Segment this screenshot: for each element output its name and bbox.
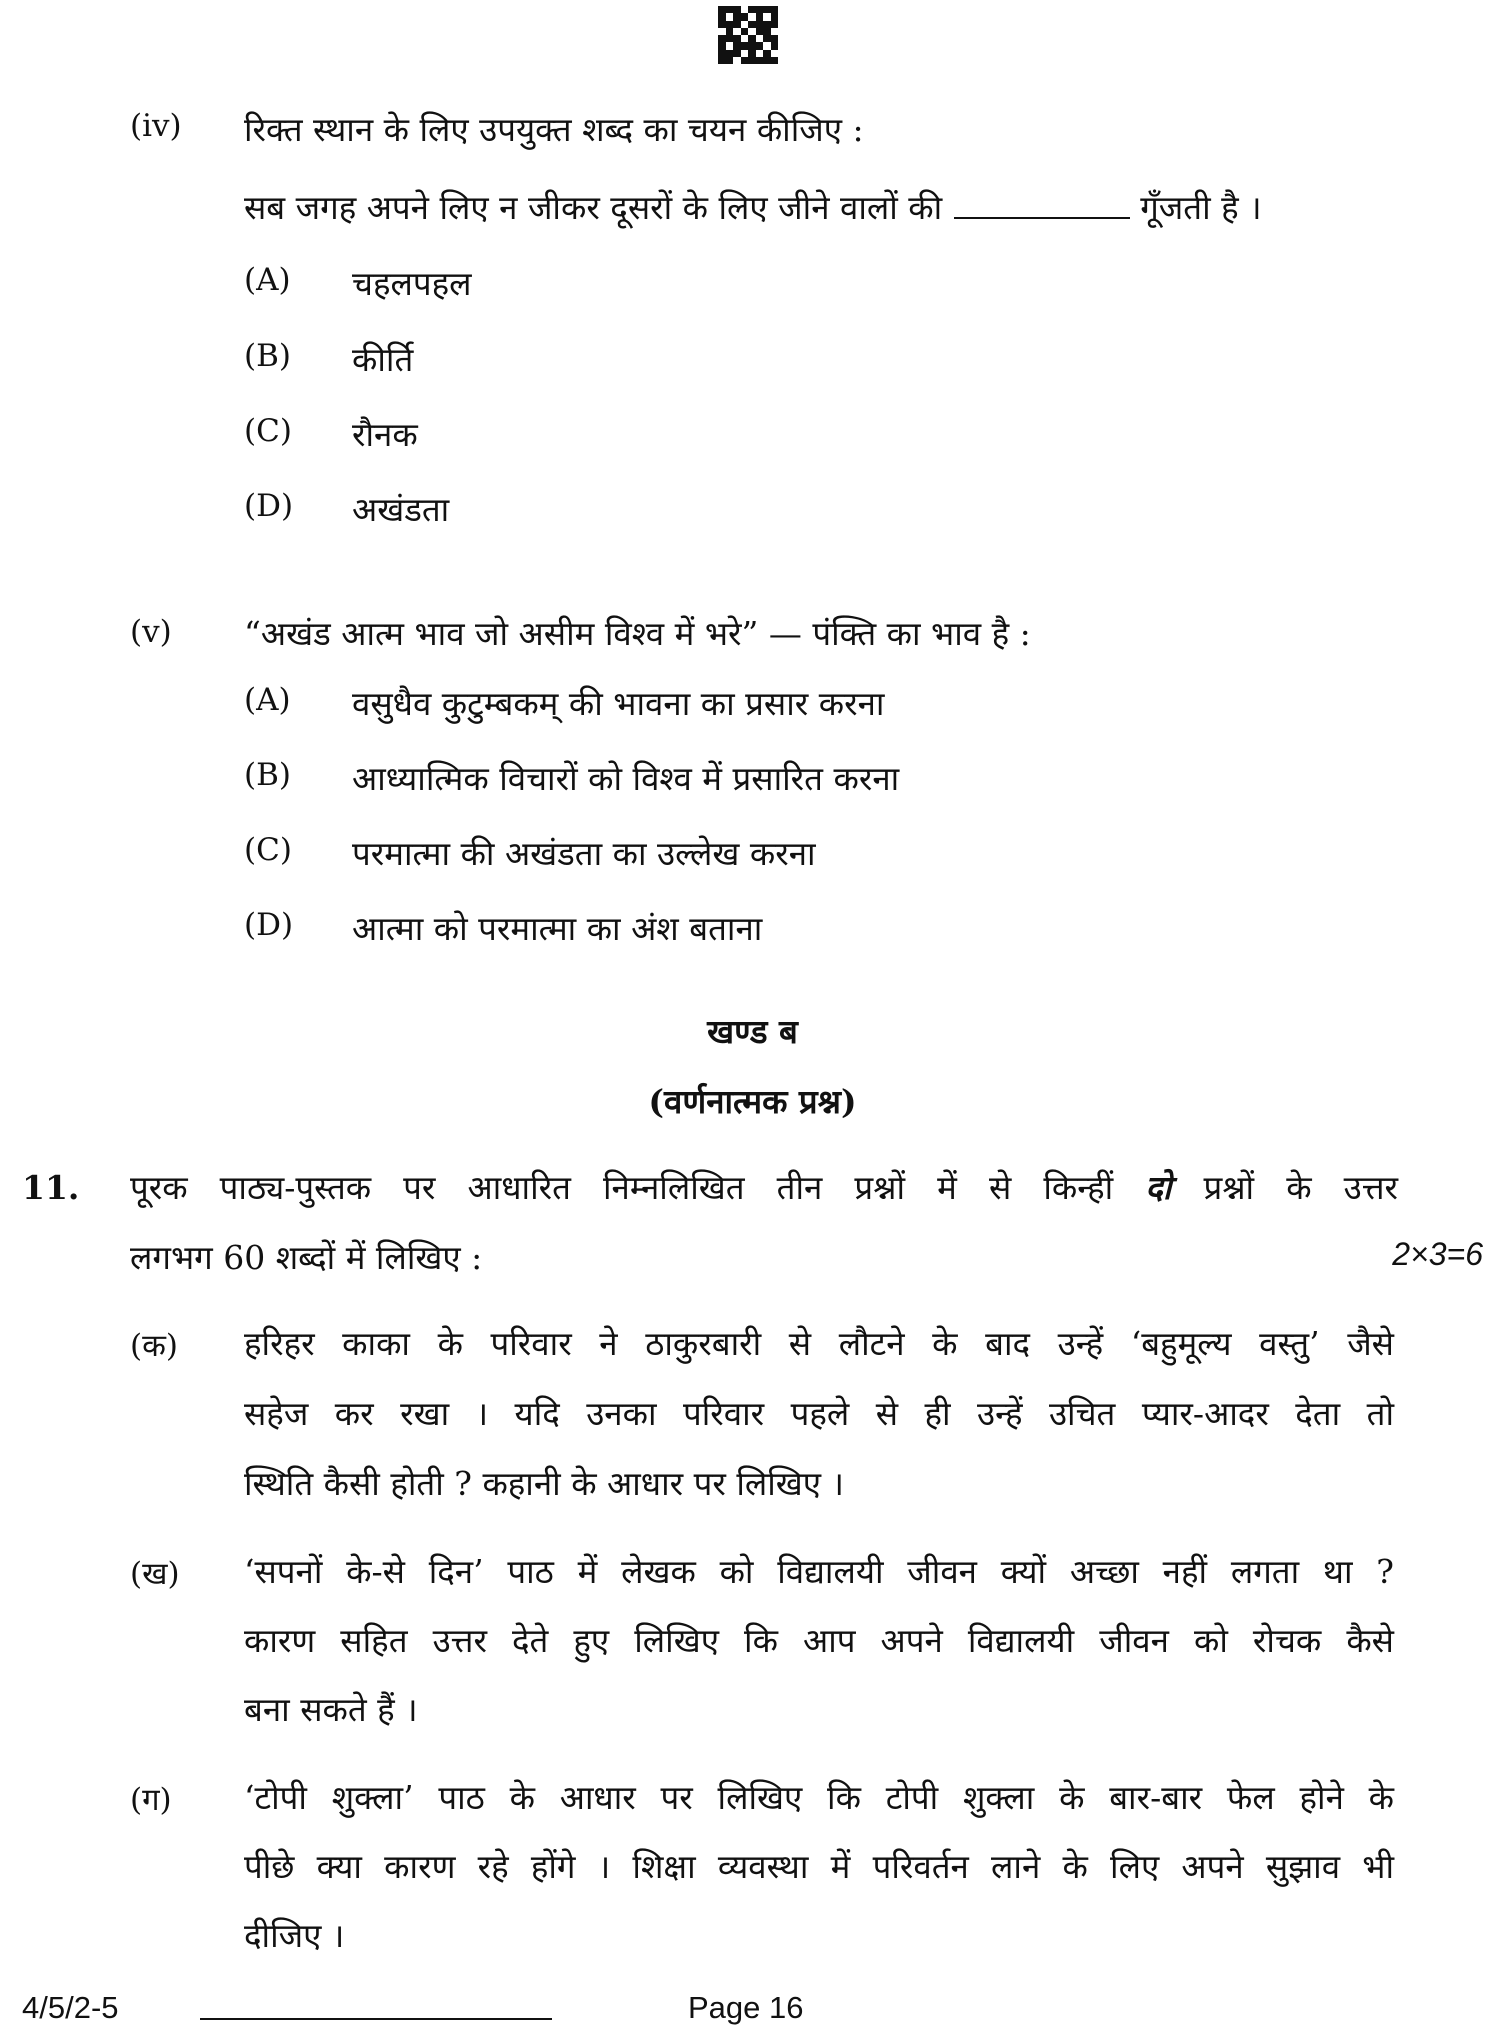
part-line: ‘सपनों के-से दिन’ पाठ में लेखक को विद्यालयी जीवन क्यों अच्छा नहीं लगता था ? [244,1552,1394,1591]
page-number: Page 16 [688,1990,804,2025]
part-line: हरिहर काका के परिवार ने ठाकुरबारी से लौटने के बाद उन्हें ‘बहुमूल्य वस्तु’ जैसे [244,1324,1394,1363]
option-text: रौनक [352,415,418,454]
option-label: (C) [244,413,292,449]
option-text: वसुधैव कुटुम्बकम् की भावना का प्रसार करना [352,684,885,723]
option-label: (D) [244,488,294,524]
option-label: (B) [244,338,291,374]
q11-emphasis: दो [1145,1168,1172,1207]
part-label: (ख) [130,1556,180,1592]
sentence-end: गूँजती है । [1140,188,1262,227]
question-iv-text: रिक्त स्थान के लिए उपयुक्त शब्द का चयन कीजिए : [244,110,864,149]
part-line: स्थिति कैसी होती ? कहानी के आधार पर लिखिए । [244,1464,845,1503]
option-text: आत्मा को परमात्मा का अंश बताना [352,909,763,948]
question-11-line-2: लगभग 60 शब्दों में लिखिए : [130,1238,483,1277]
option-text: कीर्ति [352,340,414,379]
question-iv-number: (iv) [130,108,182,144]
part-line: बना सकते हैं । [244,1690,418,1729]
section-subtitle: (वर्णनात्मक प्रश्न) [648,1082,857,1121]
footer-divider [200,2018,552,2020]
option-label: (D) [244,907,294,943]
marks-allocation: 2×3=6 [1392,1236,1483,1272]
part-line: सहेज कर रखा । यदि उनका परिवार पहले से ही उन्हें उचित प्यार-आदर देता तो [244,1394,1394,1433]
q11-line1-start: पूरक पाठ्य-पुस्तक पर आधारित निम्नलिखित तीन प्रश्नों में से किन्हीं [130,1168,1114,1207]
question-11-line-1 [130,1164,1398,1209]
option-text: परमात्मा की अखंडता का उल्लेख करना [352,834,816,873]
question-v-number: (v) [130,614,172,650]
option-label: (B) [244,757,291,793]
paper-code: 4/5/2-5 [22,1990,119,2025]
option-text: आध्यात्मिक विचारों को विश्व में प्रसारित करना [352,759,900,798]
fill-in-blank [954,191,1130,219]
option-label: (C) [244,832,292,868]
part-label: (ग) [130,1782,172,1818]
q11-line1-end: प्रश्नों के उत्तर [1203,1168,1398,1207]
option-text: अखंडता [352,490,450,529]
question-v-text: “अखंड आत्म भाव जो असीम विश्व में भरे” — पंक्ति का भाव है : [244,614,1031,653]
part-line: दीजिए । [244,1916,345,1955]
part-label: (क) [130,1328,178,1364]
part-line: पीछे क्या कारण रहे होंगे । शिक्षा व्यवस्था में परिवर्तन लाने के लिए अपने सुझाव भी [244,1847,1394,1886]
qr-code-icon [718,6,778,64]
question-iv-sentence [244,184,1262,229]
option-text: चहलपहल [352,264,472,303]
question-11-number: 11. [22,1168,80,1207]
option-label: (A) [244,262,291,298]
section-title: खण्ड ब [707,1012,798,1051]
sentence-start: सब जगह अपने लिए न जीकर दूसरों के लिए जीने वालों की [244,188,943,227]
option-label: (A) [244,682,291,718]
part-line: ‘टोपी शुक्ला’ पाठ के आधार पर लिखिए कि टोपी शुक्ला के बार-बार फेल होने के [244,1778,1394,1817]
part-line: कारण सहित उत्तर देते हुए लिखिए कि आप अपने विद्यालयी जीवन को रोचक कैसे [244,1621,1394,1660]
